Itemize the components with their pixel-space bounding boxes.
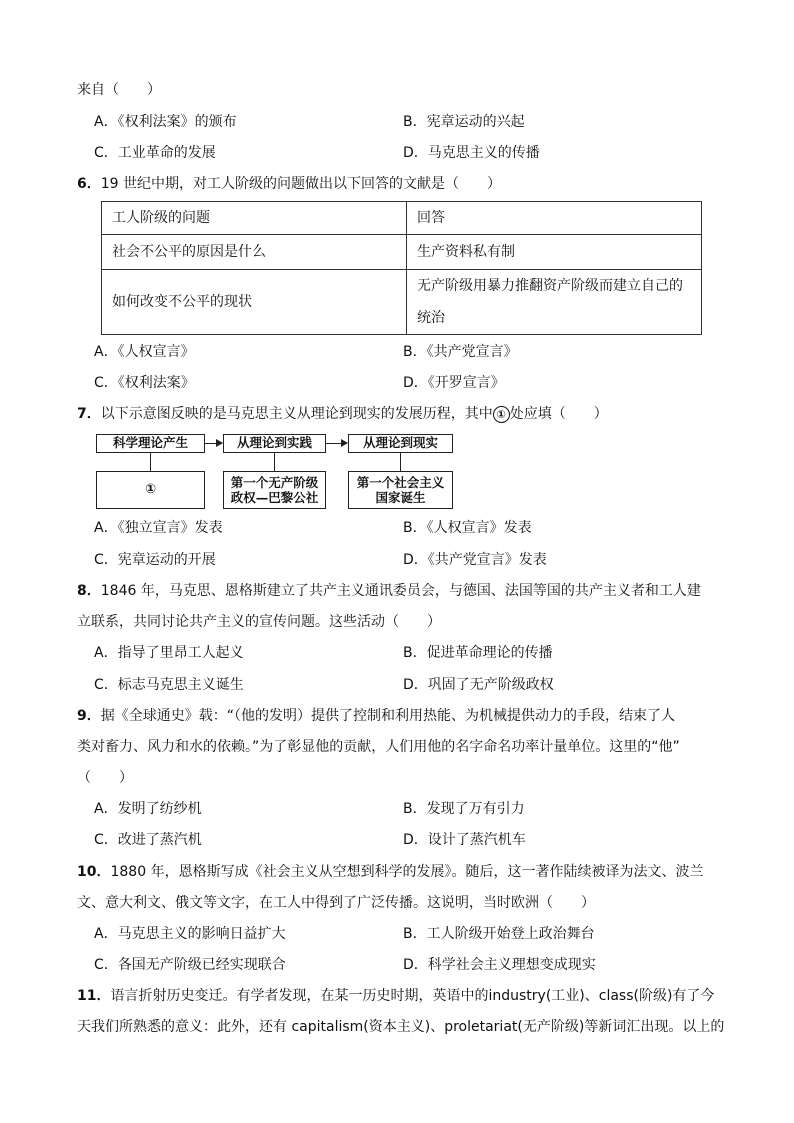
q7-option-d: D．《共产党宣言》发表 — [403, 552, 547, 568]
q7-stem — [77, 404, 608, 424]
diagram-box-reality: 从理论到现实 — [348, 434, 453, 453]
q6-stem-text: 19 世纪中期，对工人阶级的问题做出以下回答的文献是（ ） — [100, 176, 502, 192]
q10-number: 10． — [77, 864, 111, 880]
q8-option-a: A．指导了里昂工人起义 — [94, 645, 244, 661]
diagram-arrow — [205, 443, 222, 444]
table-header-cell: 回答 — [407, 202, 702, 235]
q7-stem-text-end: 处应填（ ） — [509, 406, 608, 422]
q6-option-d: D．《开罗宣言》 — [403, 375, 505, 391]
q10-stem — [77, 862, 704, 882]
q10-option-c: C．各国无产阶级已经实现联合 — [94, 957, 286, 973]
table-cell: 如何改变不公平的现状 — [102, 270, 407, 335]
q7-option-a: A．《独立宣言》发表 — [94, 520, 223, 536]
q9-option-c: C．改进了蒸汽机 — [94, 832, 202, 848]
q7-stem-text: 以下示意图反映的是马克思主义从理论到现实的发展历程，其中 — [100, 406, 493, 422]
q9-stem — [77, 706, 675, 726]
q8-option-c: C．标志马克思主义诞生 — [94, 677, 244, 693]
q11-number: 11． — [77, 988, 111, 1004]
diagram-connector — [400, 453, 401, 471]
q8-number: 8． — [77, 583, 101, 599]
q6-option-a: A．《人权宣言》 — [94, 344, 195, 360]
q11-stem-line2: 天我们所熟悉的意义：此外，还有 capitalism(资本主义)、proletariat(无产阶级)等新词汇出现。以上的 — [77, 1019, 725, 1035]
q5-option-d: D．马克思主义的传播 — [403, 145, 540, 161]
table-cell: 社会不公平的原因是什么 — [102, 235, 407, 270]
q6-stem — [77, 174, 501, 194]
q10-option-d: D．科学社会主义理想变成现实 — [403, 957, 596, 973]
q8-stem-line2: 立联系，共同讨论共产主义的宣传问题。这些活动（ ） — [77, 614, 441, 630]
q6-option-c: C．《权利法案》 — [94, 375, 195, 391]
diagram-connector — [150, 453, 151, 471]
diagram-text: 第一个社会主义 — [356, 475, 445, 490]
q8-option-b: B．促进革命理论的传播 — [403, 645, 553, 661]
q8-stem-text: 1846 年，马克思、恩格斯建立了共产主义通讯委员会，与德国、法国等国的共产主义者和工人建 — [100, 583, 701, 599]
diagram-box-theory: 科学理论产生 — [96, 434, 205, 453]
circled-one-marker: ① — [493, 406, 510, 423]
q11-stem-text: 语言折射历史变迁。有学者发现，在某一历史时期，英语中的industry(工业)、class(阶级)有了今 — [110, 988, 715, 1004]
table-row — [102, 235, 702, 270]
q9-option-d: D．设计了蒸汽机车 — [403, 832, 526, 848]
table-header-cell: 工人阶级的问题 — [102, 202, 407, 235]
q7-option-c: C．宪章运动的开展 — [94, 552, 216, 568]
q5-option-a: A．《权利法案》的颁布 — [94, 114, 237, 130]
q7-option-b: B．《人权宣言》发表 — [403, 520, 532, 536]
diagram-arrow — [326, 443, 347, 444]
q9-number: 9． — [77, 708, 101, 724]
q8-stem — [77, 581, 701, 601]
q9-stem-text: 据《全球通史》载：“（他的发明）提供了控制和利用热能、为机械提供动力的手段，结束了人 — [100, 708, 676, 724]
table-header-row — [102, 202, 702, 235]
q7-number: 7． — [77, 406, 101, 422]
q7-flow-diagram — [96, 434, 456, 512]
diagram-box-socialist-state — [348, 471, 453, 509]
q10-stem-text: 1880 年，恩格斯写成《社会主义从空想到科学的发展》。随后，这一著作陆续被译为法文、波兰 — [110, 864, 704, 880]
q6-table — [101, 201, 702, 335]
diagram-connector — [274, 453, 275, 471]
diagram-box-blank: ① — [96, 471, 205, 509]
q8-option-d: D．巩固了无产阶级政权 — [403, 677, 554, 693]
q5-option-b: B．宪章运动的兴起 — [403, 114, 525, 130]
table-cell: 无产阶级用暴力推翻资产阶级而建立自己的统治 — [407, 270, 702, 335]
q6-number: 6． — [77, 176, 101, 192]
diagram-box-practice: 从理论到实践 — [223, 434, 326, 453]
diagram-text: 第一个无产阶级 — [230, 475, 319, 490]
q10-option-a: A．马克思主义的影响日益扩大 — [94, 926, 286, 942]
q10-stem-line2: 文、意大利文、俄文等文字，在工人中得到了广泛传播。这说明，当时欧洲（ ） — [77, 895, 595, 911]
q9-stem-line2: 类对畜力、风力和水的依赖。”为了彰显他的贡献，人们用他的名字命名功率计量单位。这里的“他” — [77, 739, 680, 755]
q11-stem — [77, 986, 714, 1006]
diagram-box-paris-commune — [223, 471, 326, 509]
table-row — [102, 270, 702, 335]
q10-option-b: B．工人阶级开始登上政治舞台 — [403, 926, 595, 942]
q6-option-b: B．《共产党宣言》 — [403, 344, 518, 360]
question-stem-tail: 来自（ ） — [77, 82, 161, 98]
q9-option-a: A．发明了纺纱机 — [94, 801, 202, 817]
q9-stem-line3: （ ） — [77, 770, 133, 786]
table-cell: 生产资料私有制 — [407, 235, 702, 270]
q5-option-c: C．工业革命的发展 — [94, 145, 216, 161]
diagram-text: 政权—巴黎公社 — [230, 490, 319, 505]
diagram-text: 国家诞生 — [375, 490, 426, 505]
q9-option-b: B．发现了万有引力 — [403, 801, 525, 817]
